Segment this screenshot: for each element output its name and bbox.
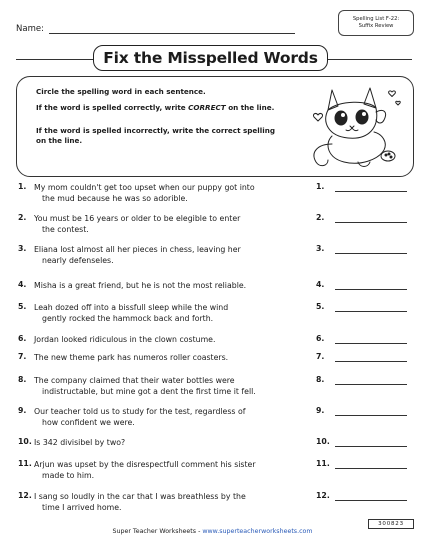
question-number: 4. xyxy=(18,280,27,289)
question-text-line2: how confident we were. xyxy=(42,418,135,427)
question-number: 8. xyxy=(18,375,27,384)
question-text xyxy=(34,491,319,513)
question-text xyxy=(34,334,319,345)
question-text-line1: You must be 16 years or older to be elegible to enter xyxy=(34,214,241,223)
answer-line[interactable] xyxy=(335,289,407,290)
answer-line[interactable] xyxy=(335,222,407,223)
question-number: 5. xyxy=(18,302,27,311)
footer xyxy=(0,528,425,535)
question-text xyxy=(34,182,319,204)
answer-number: 7. xyxy=(316,352,325,361)
heart-icon xyxy=(389,91,396,97)
footer-brand: Super Teacher Worksheets xyxy=(112,528,197,535)
footer-url-link[interactable]: www.superteacherworksheets.com xyxy=(202,528,313,535)
question-text-line1: My mom couldn't get too upset when our puppy got into xyxy=(34,183,255,192)
question-text xyxy=(34,375,319,397)
question-text xyxy=(34,437,319,448)
name-label: Name: xyxy=(16,24,44,34)
question-number: 6. xyxy=(18,334,27,343)
answer-line[interactable] xyxy=(335,311,407,312)
question-text-line1: Misha is a great friend, but he is not the most reliable. xyxy=(34,281,247,290)
question-number: 10. xyxy=(18,437,32,446)
answer-line[interactable] xyxy=(335,468,407,469)
question-text xyxy=(34,280,319,291)
instruction-correct-before: If the word is spelled correctly, write xyxy=(36,103,189,112)
question-number: 7. xyxy=(18,352,27,361)
question-text xyxy=(34,406,319,428)
question-text-line1: Leah dozed off into a bissfull sleep while the wind xyxy=(34,303,229,312)
question-text xyxy=(34,459,319,481)
worksheet-code: 300823 xyxy=(368,519,414,529)
instruction-correct xyxy=(36,103,276,113)
question-number: 1. xyxy=(18,182,27,191)
question-row xyxy=(18,491,398,521)
question-text-line1: The company claimed that their water bottles were xyxy=(34,376,235,385)
question-number: 2. xyxy=(18,213,27,222)
answer-line[interactable] xyxy=(335,500,407,501)
spelling-list-tag xyxy=(338,10,414,36)
question-text-line1: The new theme park has numeros roller coasters. xyxy=(34,353,229,362)
question-number: 9. xyxy=(18,406,27,415)
instruction-correct-emph: CORRECT xyxy=(188,103,226,112)
question-row xyxy=(18,213,398,243)
question-text-line1: Eliana lost almost all her pieces in chess, leaving her xyxy=(34,245,241,254)
answer-number: 12. xyxy=(316,491,330,500)
answer-number: 6. xyxy=(316,334,325,343)
answer-line[interactable] xyxy=(335,384,407,385)
list-tag-line2: Suffix Review xyxy=(358,23,394,29)
answer-number: 1. xyxy=(316,182,325,191)
question-text-line1: I sang so loudly in the car that I was breathless by the xyxy=(34,492,246,501)
question-text xyxy=(34,244,319,266)
question-text-line2: the contest. xyxy=(42,225,89,234)
answer-line[interactable] xyxy=(335,191,407,192)
question-number: 3. xyxy=(18,244,27,253)
answer-line[interactable] xyxy=(335,415,407,416)
heart-icon xyxy=(396,101,401,105)
answer-number: 11. xyxy=(316,459,330,468)
question-number: 11. xyxy=(18,459,32,468)
footer-separator: - xyxy=(196,528,203,535)
question-text-line1: Is 342 divisibel by two? xyxy=(34,438,126,447)
list-tag-line1: Spelling List F-22: xyxy=(352,16,400,22)
question-row xyxy=(18,182,398,212)
question-text-line2: gently rocked the hammock back and forth. xyxy=(42,314,214,323)
question-row xyxy=(18,406,398,436)
page-title: Fix the Misspelled Words xyxy=(93,45,328,71)
instruction-correct-after: on the line. xyxy=(225,103,275,112)
answer-line[interactable] xyxy=(335,253,407,254)
question-text xyxy=(34,213,319,235)
question-row xyxy=(18,244,398,274)
answer-line[interactable] xyxy=(335,361,407,362)
answer-number: 5. xyxy=(316,302,325,311)
question-text-line2: the mud because he was so adorible. xyxy=(42,194,188,203)
question-row xyxy=(18,375,398,405)
answer-number: 2. xyxy=(316,213,325,222)
question-text-line1: Our teacher told us to study for the test, regardless of xyxy=(34,407,246,416)
question-text-line2: made to him. xyxy=(42,471,95,480)
kitten-illustration xyxy=(298,82,408,172)
heart-icon xyxy=(313,114,322,121)
question-row xyxy=(18,302,398,332)
question-text xyxy=(34,302,319,324)
answer-number: 9. xyxy=(316,406,325,415)
question-text-line2: indistructable, but mine got a dent the first time it fell. xyxy=(42,387,256,396)
question-number: 12. xyxy=(18,491,32,500)
answer-number: 3. xyxy=(316,244,325,253)
answer-number: 4. xyxy=(316,280,325,289)
answer-number: 10. xyxy=(316,437,330,446)
question-row xyxy=(18,459,398,489)
name-line[interactable] xyxy=(49,33,295,34)
question-text xyxy=(34,352,319,363)
instruction-incorrect: If the word is spelled incorrectly, write the correct spelling on the line. xyxy=(36,126,275,145)
answer-line[interactable] xyxy=(335,446,407,447)
instruction-circle: Circle the spelling word in each sentence. xyxy=(36,87,206,96)
question-text-line2: time I arrived home. xyxy=(42,503,122,512)
question-text-line1: Arjun was upset by the disrespectfull comment his sister xyxy=(34,460,256,469)
question-text-line2: nearly defenseles. xyxy=(42,256,114,265)
answer-number: 8. xyxy=(316,375,325,384)
question-text-line1: Jordan looked ridiculous in the clown costume. xyxy=(34,335,216,344)
answer-line[interactable] xyxy=(335,343,407,344)
